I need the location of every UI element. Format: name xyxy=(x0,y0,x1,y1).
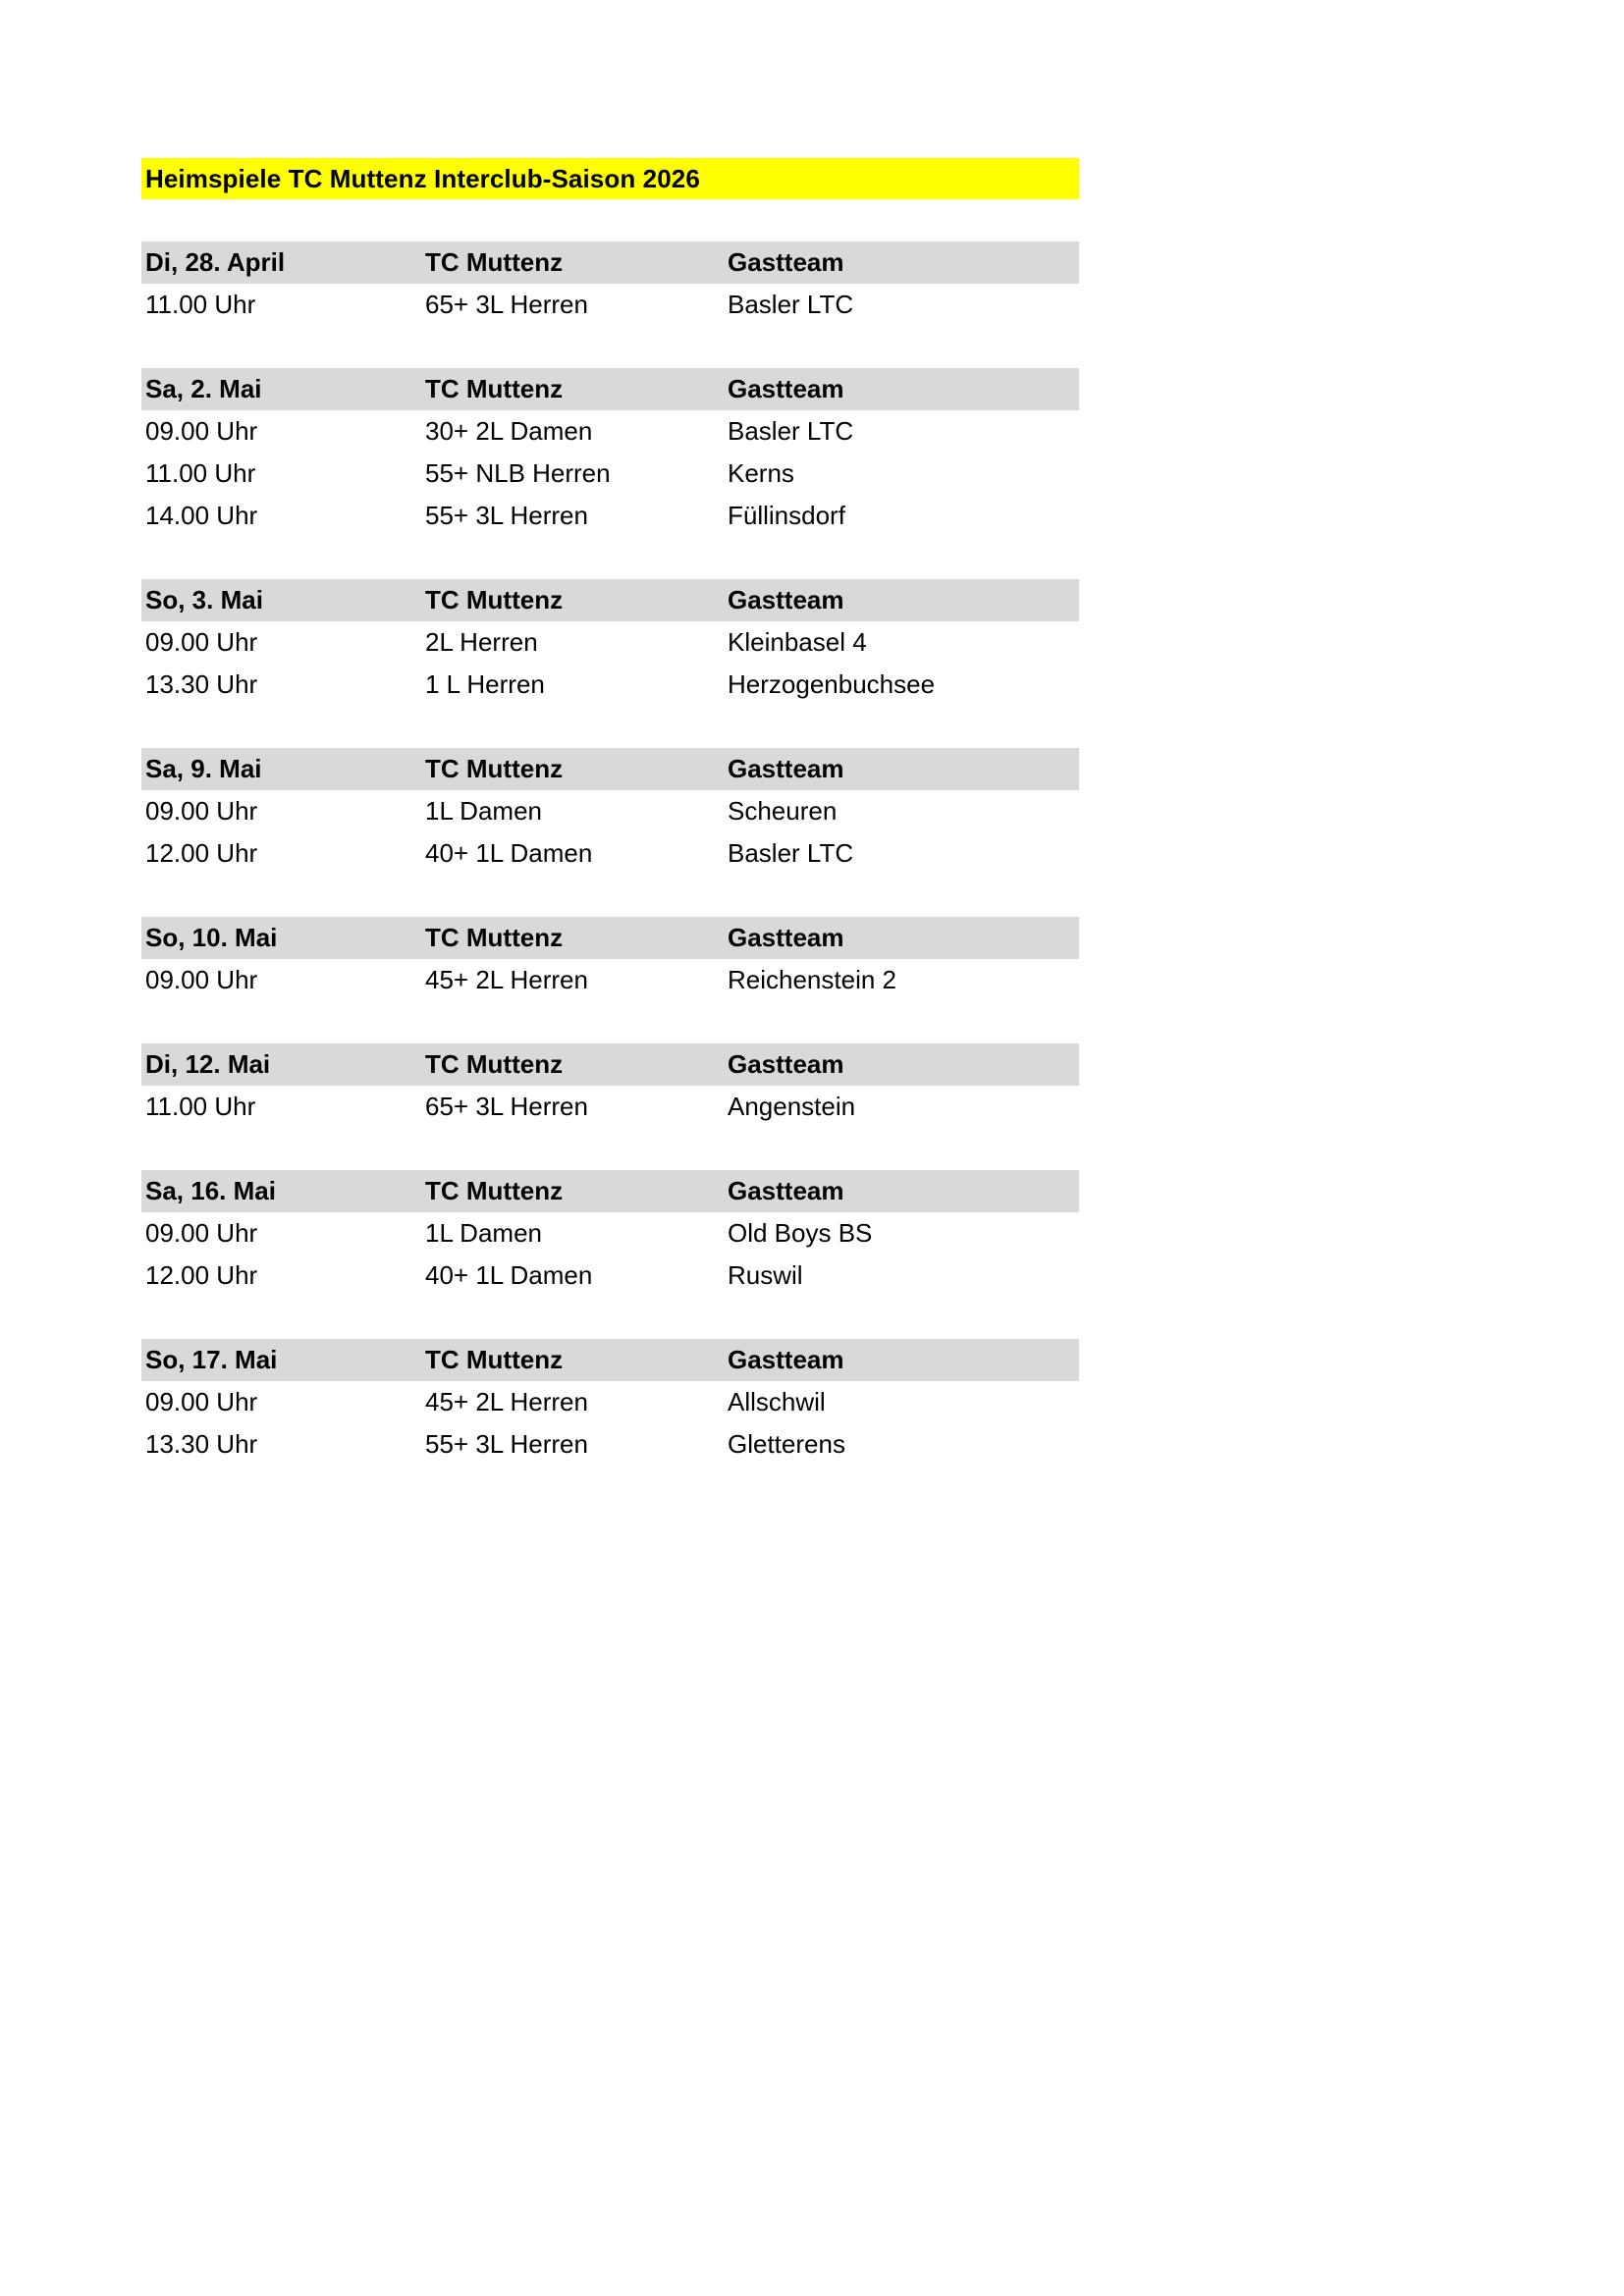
day-block xyxy=(141,748,1079,875)
guest-team: Ruswil xyxy=(728,1260,803,1290)
day-date: So, 17. Mai xyxy=(145,1345,278,1374)
match-row xyxy=(141,664,1079,706)
match-row xyxy=(141,495,1079,537)
page-title: Heimspiele TC Muttenz Interclub-Saison 2026 xyxy=(141,158,1079,199)
day-header-row xyxy=(141,579,1079,621)
match-time: 09.00 Uhr xyxy=(145,1387,258,1416)
guest-team: Reichenstein 2 xyxy=(728,965,896,994)
home-team-header: TC Muttenz xyxy=(425,1049,564,1079)
guest-team: Kerns xyxy=(728,458,794,488)
schedule-days xyxy=(141,241,1079,1466)
guest-team-header: Gastteam xyxy=(728,585,844,614)
match-row xyxy=(141,1381,1079,1423)
match-row xyxy=(141,1255,1079,1297)
match-time: 09.00 Uhr xyxy=(145,627,258,657)
match-row xyxy=(141,959,1079,1001)
home-team: 55+ 3L Herren xyxy=(425,1429,588,1459)
guest-team: Scheuren xyxy=(728,796,838,826)
guest-team-header: Gastteam xyxy=(728,1345,844,1374)
match-time: 09.00 Uhr xyxy=(145,965,258,994)
match-row xyxy=(141,1086,1079,1128)
day-block xyxy=(141,368,1079,537)
home-team-header: TC Muttenz xyxy=(425,754,564,783)
home-team-header: TC Muttenz xyxy=(425,1345,564,1374)
home-team: 1L Damen xyxy=(425,796,542,826)
day-date: Sa, 2. Mai xyxy=(145,374,262,403)
match-time: 13.30 Uhr xyxy=(145,669,258,699)
day-header-row xyxy=(141,241,1079,284)
match-time: 13.30 Uhr xyxy=(145,1429,258,1459)
match-row xyxy=(141,621,1079,664)
home-team: 55+ NLB Herren xyxy=(425,458,611,488)
day-header-row xyxy=(141,368,1079,410)
day-header-row xyxy=(141,748,1079,790)
home-team: 1L Damen xyxy=(425,1218,542,1248)
day-header-row xyxy=(141,1170,1079,1212)
day-block xyxy=(141,579,1079,706)
home-team: 30+ 2L Damen xyxy=(425,416,593,446)
day-date: So, 10. Mai xyxy=(145,923,278,952)
home-team: 45+ 2L Herren xyxy=(425,1387,588,1416)
guest-team: Basler LTC xyxy=(728,838,854,868)
match-time: 09.00 Uhr xyxy=(145,416,258,446)
match-row xyxy=(141,832,1079,875)
match-time: 09.00 Uhr xyxy=(145,796,258,826)
home-team: 55+ 3L Herren xyxy=(425,501,588,530)
match-time: 11.00 Uhr xyxy=(145,290,256,319)
home-team: 40+ 1L Damen xyxy=(425,1260,593,1290)
home-team-header: TC Muttenz xyxy=(425,1176,564,1205)
match-time: 11.00 Uhr xyxy=(145,458,256,488)
day-header-row xyxy=(141,1339,1079,1381)
match-time: 14.00 Uhr xyxy=(145,501,258,530)
match-time: 11.00 Uhr xyxy=(145,1092,256,1121)
guest-team: Herzogenbuchsee xyxy=(728,669,936,699)
guest-team-header: Gastteam xyxy=(728,374,844,403)
guest-team: Angenstein xyxy=(728,1092,856,1121)
day-date: Sa, 16. Mai xyxy=(145,1176,276,1205)
guest-team: Kleinbasel 4 xyxy=(728,627,867,657)
match-row xyxy=(141,410,1079,453)
day-date: So, 3. Mai xyxy=(145,585,263,614)
day-block xyxy=(141,241,1079,326)
guest-team-header: Gastteam xyxy=(728,1176,844,1205)
guest-team: Basler LTC xyxy=(728,416,854,446)
match-row xyxy=(141,1212,1079,1255)
day-header-row xyxy=(141,1043,1079,1086)
home-team: 45+ 2L Herren xyxy=(425,965,588,994)
match-row xyxy=(141,790,1079,832)
day-date: Sa, 9. Mai xyxy=(145,754,262,783)
guest-team-header: Gastteam xyxy=(728,247,844,277)
guest-team: Basler LTC xyxy=(728,290,854,319)
day-block xyxy=(141,1339,1079,1466)
home-team: 2L Herren xyxy=(425,627,538,657)
match-row xyxy=(141,1423,1079,1466)
home-team-header: TC Muttenz xyxy=(425,585,564,614)
guest-team-header: Gastteam xyxy=(728,754,844,783)
home-team: 65+ 3L Herren xyxy=(425,1092,588,1121)
day-date: Di, 12. Mai xyxy=(145,1049,271,1079)
guest-team-header: Gastteam xyxy=(728,1049,844,1079)
home-team: 1 L Herren xyxy=(425,669,545,699)
day-header-row xyxy=(141,917,1079,959)
day-block xyxy=(141,1170,1079,1297)
guest-team: Allschwil xyxy=(728,1387,826,1416)
home-team-header: TC Muttenz xyxy=(425,923,564,952)
match-row xyxy=(141,284,1079,326)
day-block xyxy=(141,917,1079,1001)
match-time: 09.00 Uhr xyxy=(145,1218,258,1248)
guest-team: Füllinsdorf xyxy=(728,501,845,530)
home-team-header: TC Muttenz xyxy=(425,247,564,277)
schedule-sheet xyxy=(141,158,1079,1508)
guest-team: Old Boys BS xyxy=(728,1218,873,1248)
home-team: 40+ 1L Damen xyxy=(425,838,593,868)
match-time: 12.00 Uhr xyxy=(145,838,258,868)
day-block xyxy=(141,1043,1079,1128)
home-team: 65+ 3L Herren xyxy=(425,290,588,319)
match-row xyxy=(141,453,1079,495)
day-date: Di, 28. April xyxy=(145,247,286,277)
guest-team-header: Gastteam xyxy=(728,923,844,952)
home-team-header: TC Muttenz xyxy=(425,374,564,403)
match-time: 12.00 Uhr xyxy=(145,1260,258,1290)
guest-team: Gletterens xyxy=(728,1429,845,1459)
